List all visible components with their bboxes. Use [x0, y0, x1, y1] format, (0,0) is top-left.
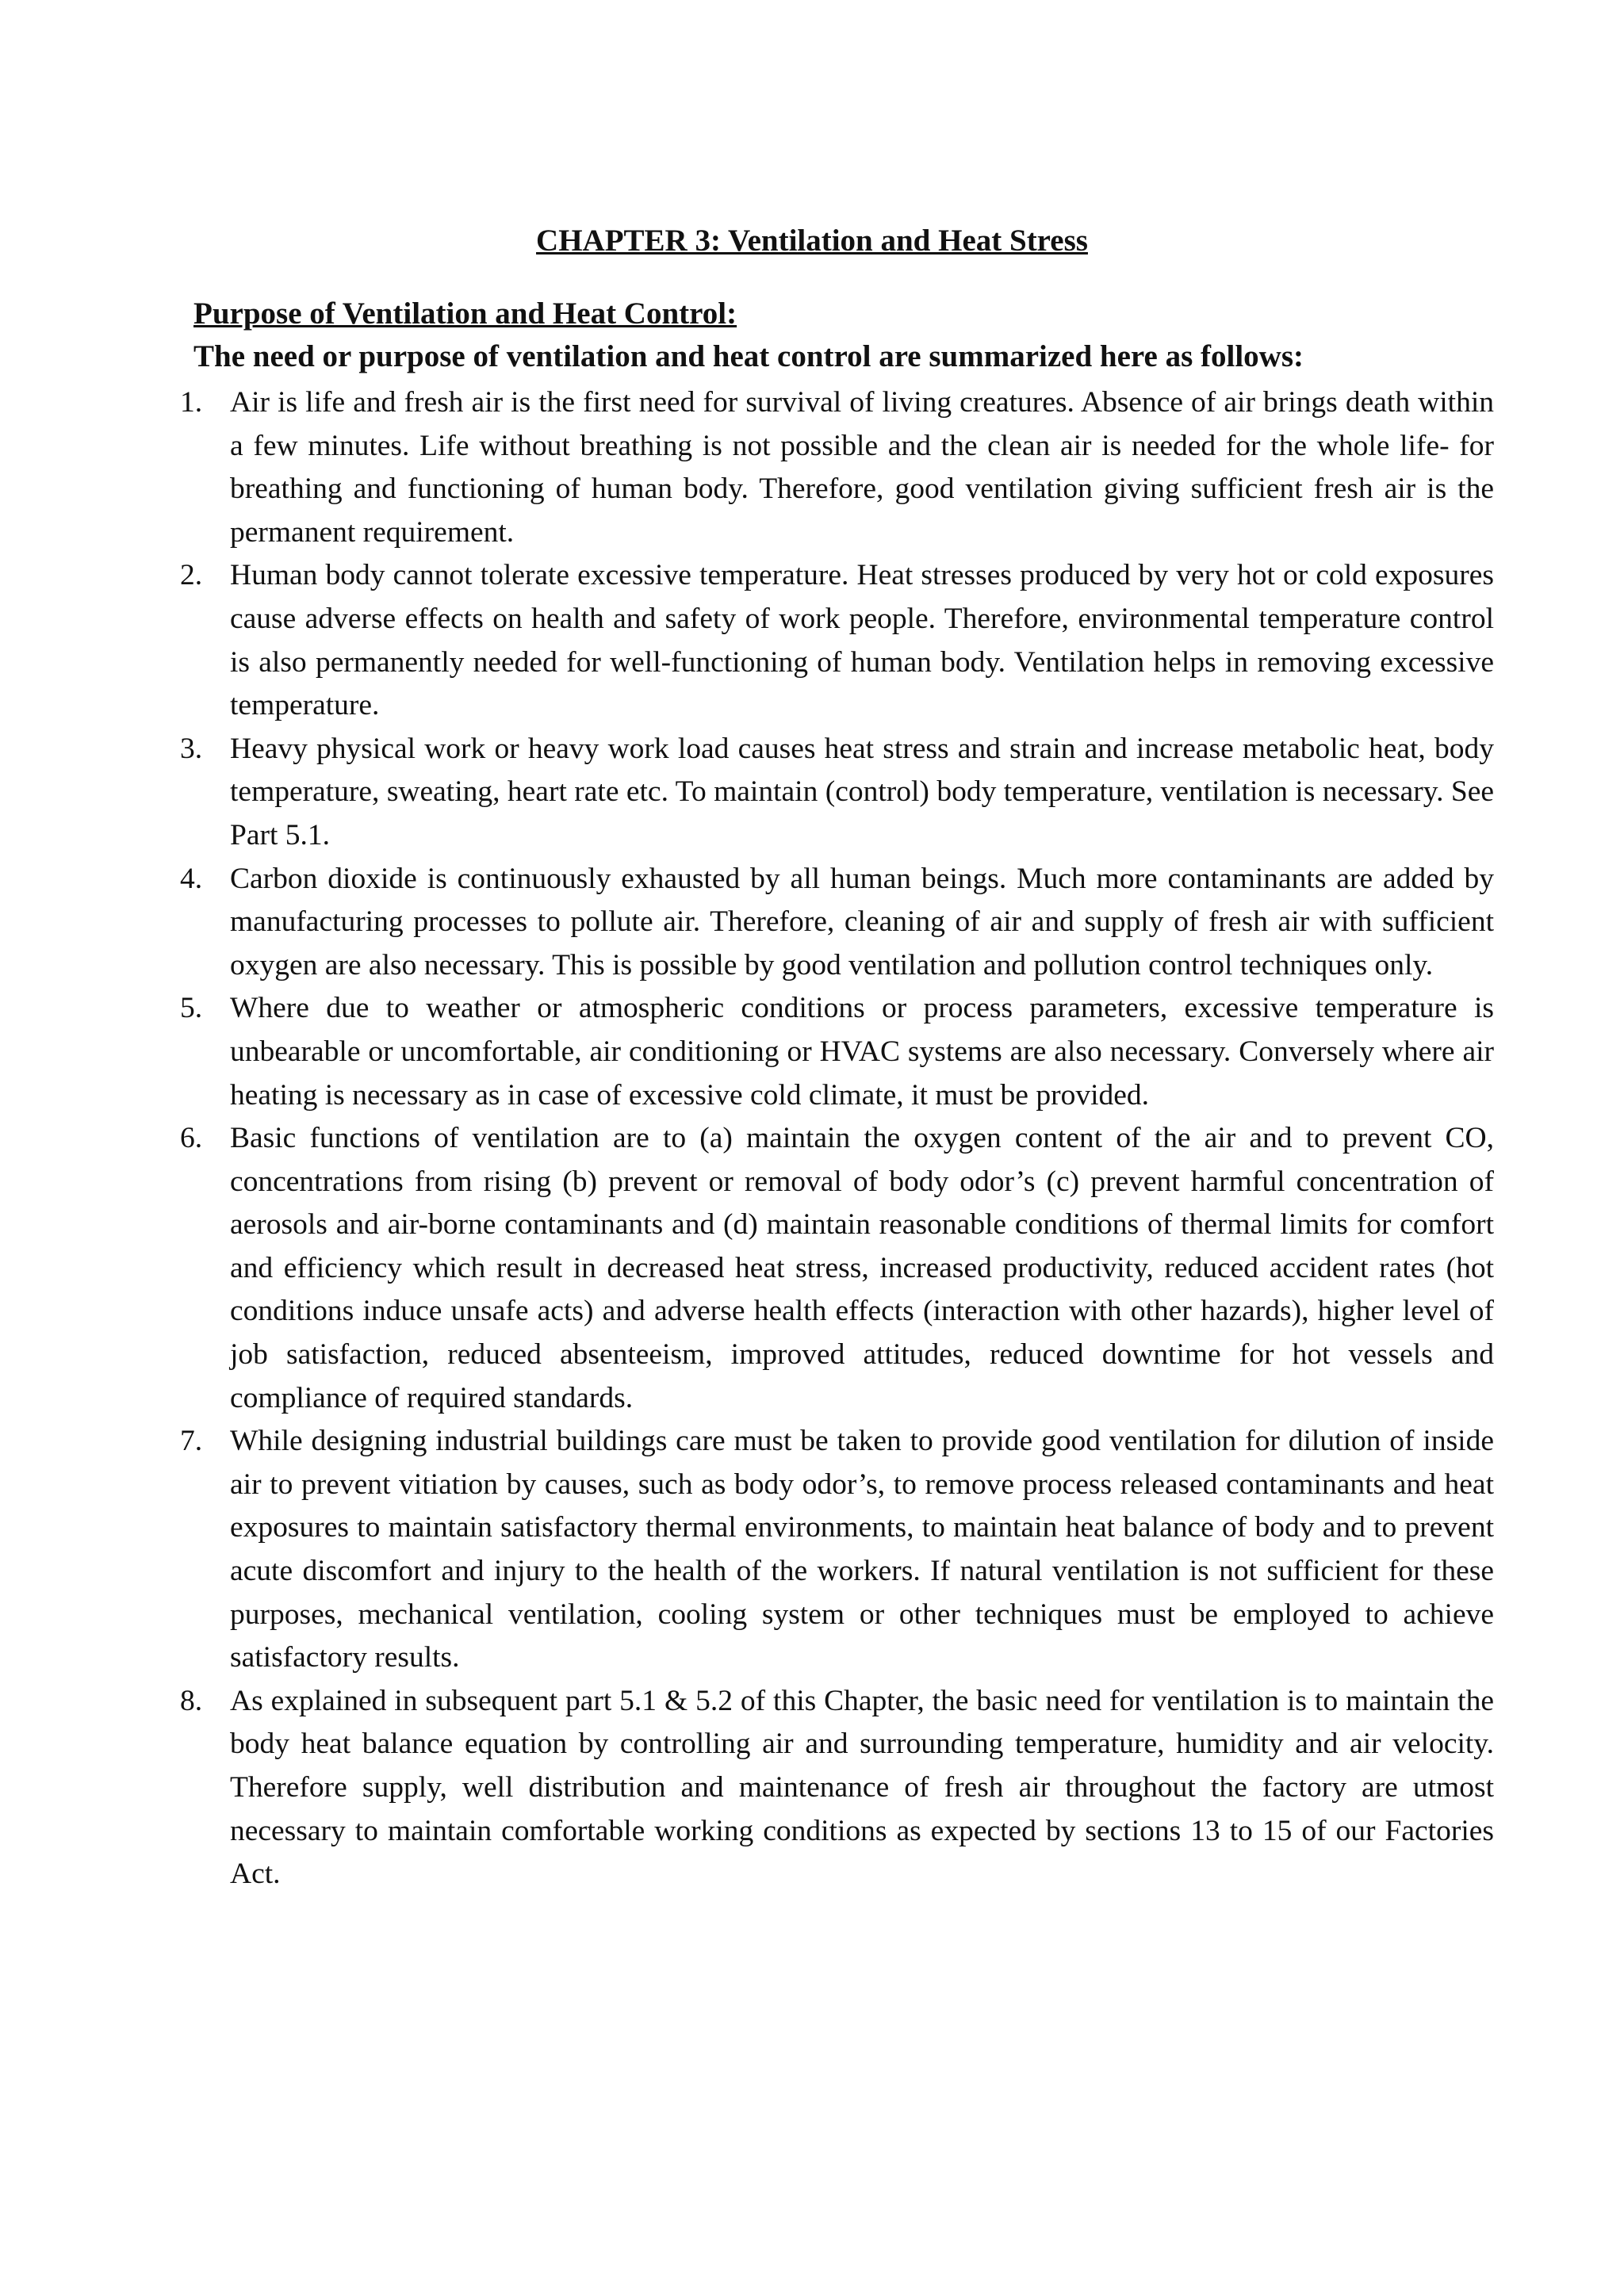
list-item [178, 728, 1494, 858]
list-item [178, 381, 1494, 554]
list-item-number: 3. [180, 732, 203, 765]
list-item-number: 1. [180, 386, 203, 419]
list-item-text: As explained in subsequent part 5.1 & 5.2 of this Chapter, the basic need for ventilation is to maintain the body heat balance equation by controlling air and surrounding temperature, humidity and air velocity. Therefore supply, well distribution and maintenance of fresh air throughout the factory are utmost necessary to maintain comfortable working conditions as expected by sections 13 to 15 of our Factories Act. [230, 1684, 1494, 1891]
purpose-list [178, 381, 1494, 1896]
chapter-title: CHAPTER 3: Ventilation and Heat Stress [536, 224, 1088, 258]
list-item-number: 2. [180, 559, 203, 592]
list-item [178, 1420, 1494, 1680]
list-item [178, 1117, 1494, 1420]
list-item-text: Where due to weather or atmospheric conditions or process parameters, excessive temperature is unbearable or uncomfortable, air conditioning or HVAC systems are also necessary. Conversely where air heating is necessary as in case of excessive cold climate, it must be provided. [230, 992, 1494, 1112]
list-item-number: 6. [180, 1122, 203, 1155]
section-heading: Purpose of Ventilation and Heat Control: [193, 297, 737, 331]
list-item-text: Heavy physical work or heavy work load causes heat stress and strain and increase metabolic heat, body temperature, sweating, heart rate etc. To maintain (control) body temperature, ventilation is necessary. See Part 5.1. [230, 732, 1494, 851]
list-item-text: Carbon dioxide is continuously exhausted by all human beings. Much more contaminants are added by manufacturing processes to pollute air. Therefore, cleaning of air and supply of fresh air with sufficient oxygen are also necessary. This is possible by good ventilation and pollution control techniques only. [230, 862, 1494, 982]
list-item-text: Air is life and fresh air is the first need for survival of living creatures. Absence of air brings death within a few minutes. Life without breathing is not possible and the clean air is needed for the whole life- for breathing and functioning of human body. Therefore, good ventilation giving sufficient fresh air is the permanent requirement. [230, 386, 1494, 549]
list-item-number: 8. [180, 1684, 203, 1717]
list-item [178, 1680, 1494, 1896]
list-item-number: 5. [180, 992, 203, 1025]
list-item [178, 554, 1494, 727]
intro-paragraph: The need or purpose of ventilation and heat control are summarized here as follows: [193, 339, 1304, 373]
list-item-number: 7. [180, 1425, 203, 1458]
list-item [178, 858, 1494, 988]
list-item-text: Human body cannot tolerate excessive temperature. Heat stresses produced by very hot or cold exposures cause adverse effects on health and safety of work people. Therefore, environmental temperature control is also permanently needed for well-functioning of human body. Ventilation helps in removing excessive temperature. [230, 559, 1494, 722]
list-item-text: Basic functions of ventilation are to (a) maintain the oxygen content of the air and to prevent CO, concentrations from rising (b) prevent or removal of body odor’s (c) prevent harmful concentration of aerosols and air-borne contaminants and (d) maintain reasonable conditions of thermal limits for comfort and efficiency which result in decreased heat stress, increased productivity, reduced accident rates (hot conditions induce unsafe acts) and adverse health effects (interaction with other hazards), higher level of job satisfaction, reduced absenteeism, improved attitudes, reduced downtime for hot vessels and compliance of required standards. [230, 1122, 1494, 1414]
list-item-text: While designing industrial buildings care must be taken to provide good ventilation for dilution of inside air to prevent vitiation by causes, such as body odor’s, to remove process released contaminants and heat exposures to maintain satisfactory thermal environments, to maintain heat balance of body and to prevent acute discomfort and injury to the health of the workers. If natural ventilation is not sufficient for these purposes, mechanical ventilation, cooling system or other techniques must be employed to achieve satisfactory results. [230, 1425, 1494, 1674]
list-item-number: 4. [180, 862, 203, 895]
list-item [178, 987, 1494, 1117]
